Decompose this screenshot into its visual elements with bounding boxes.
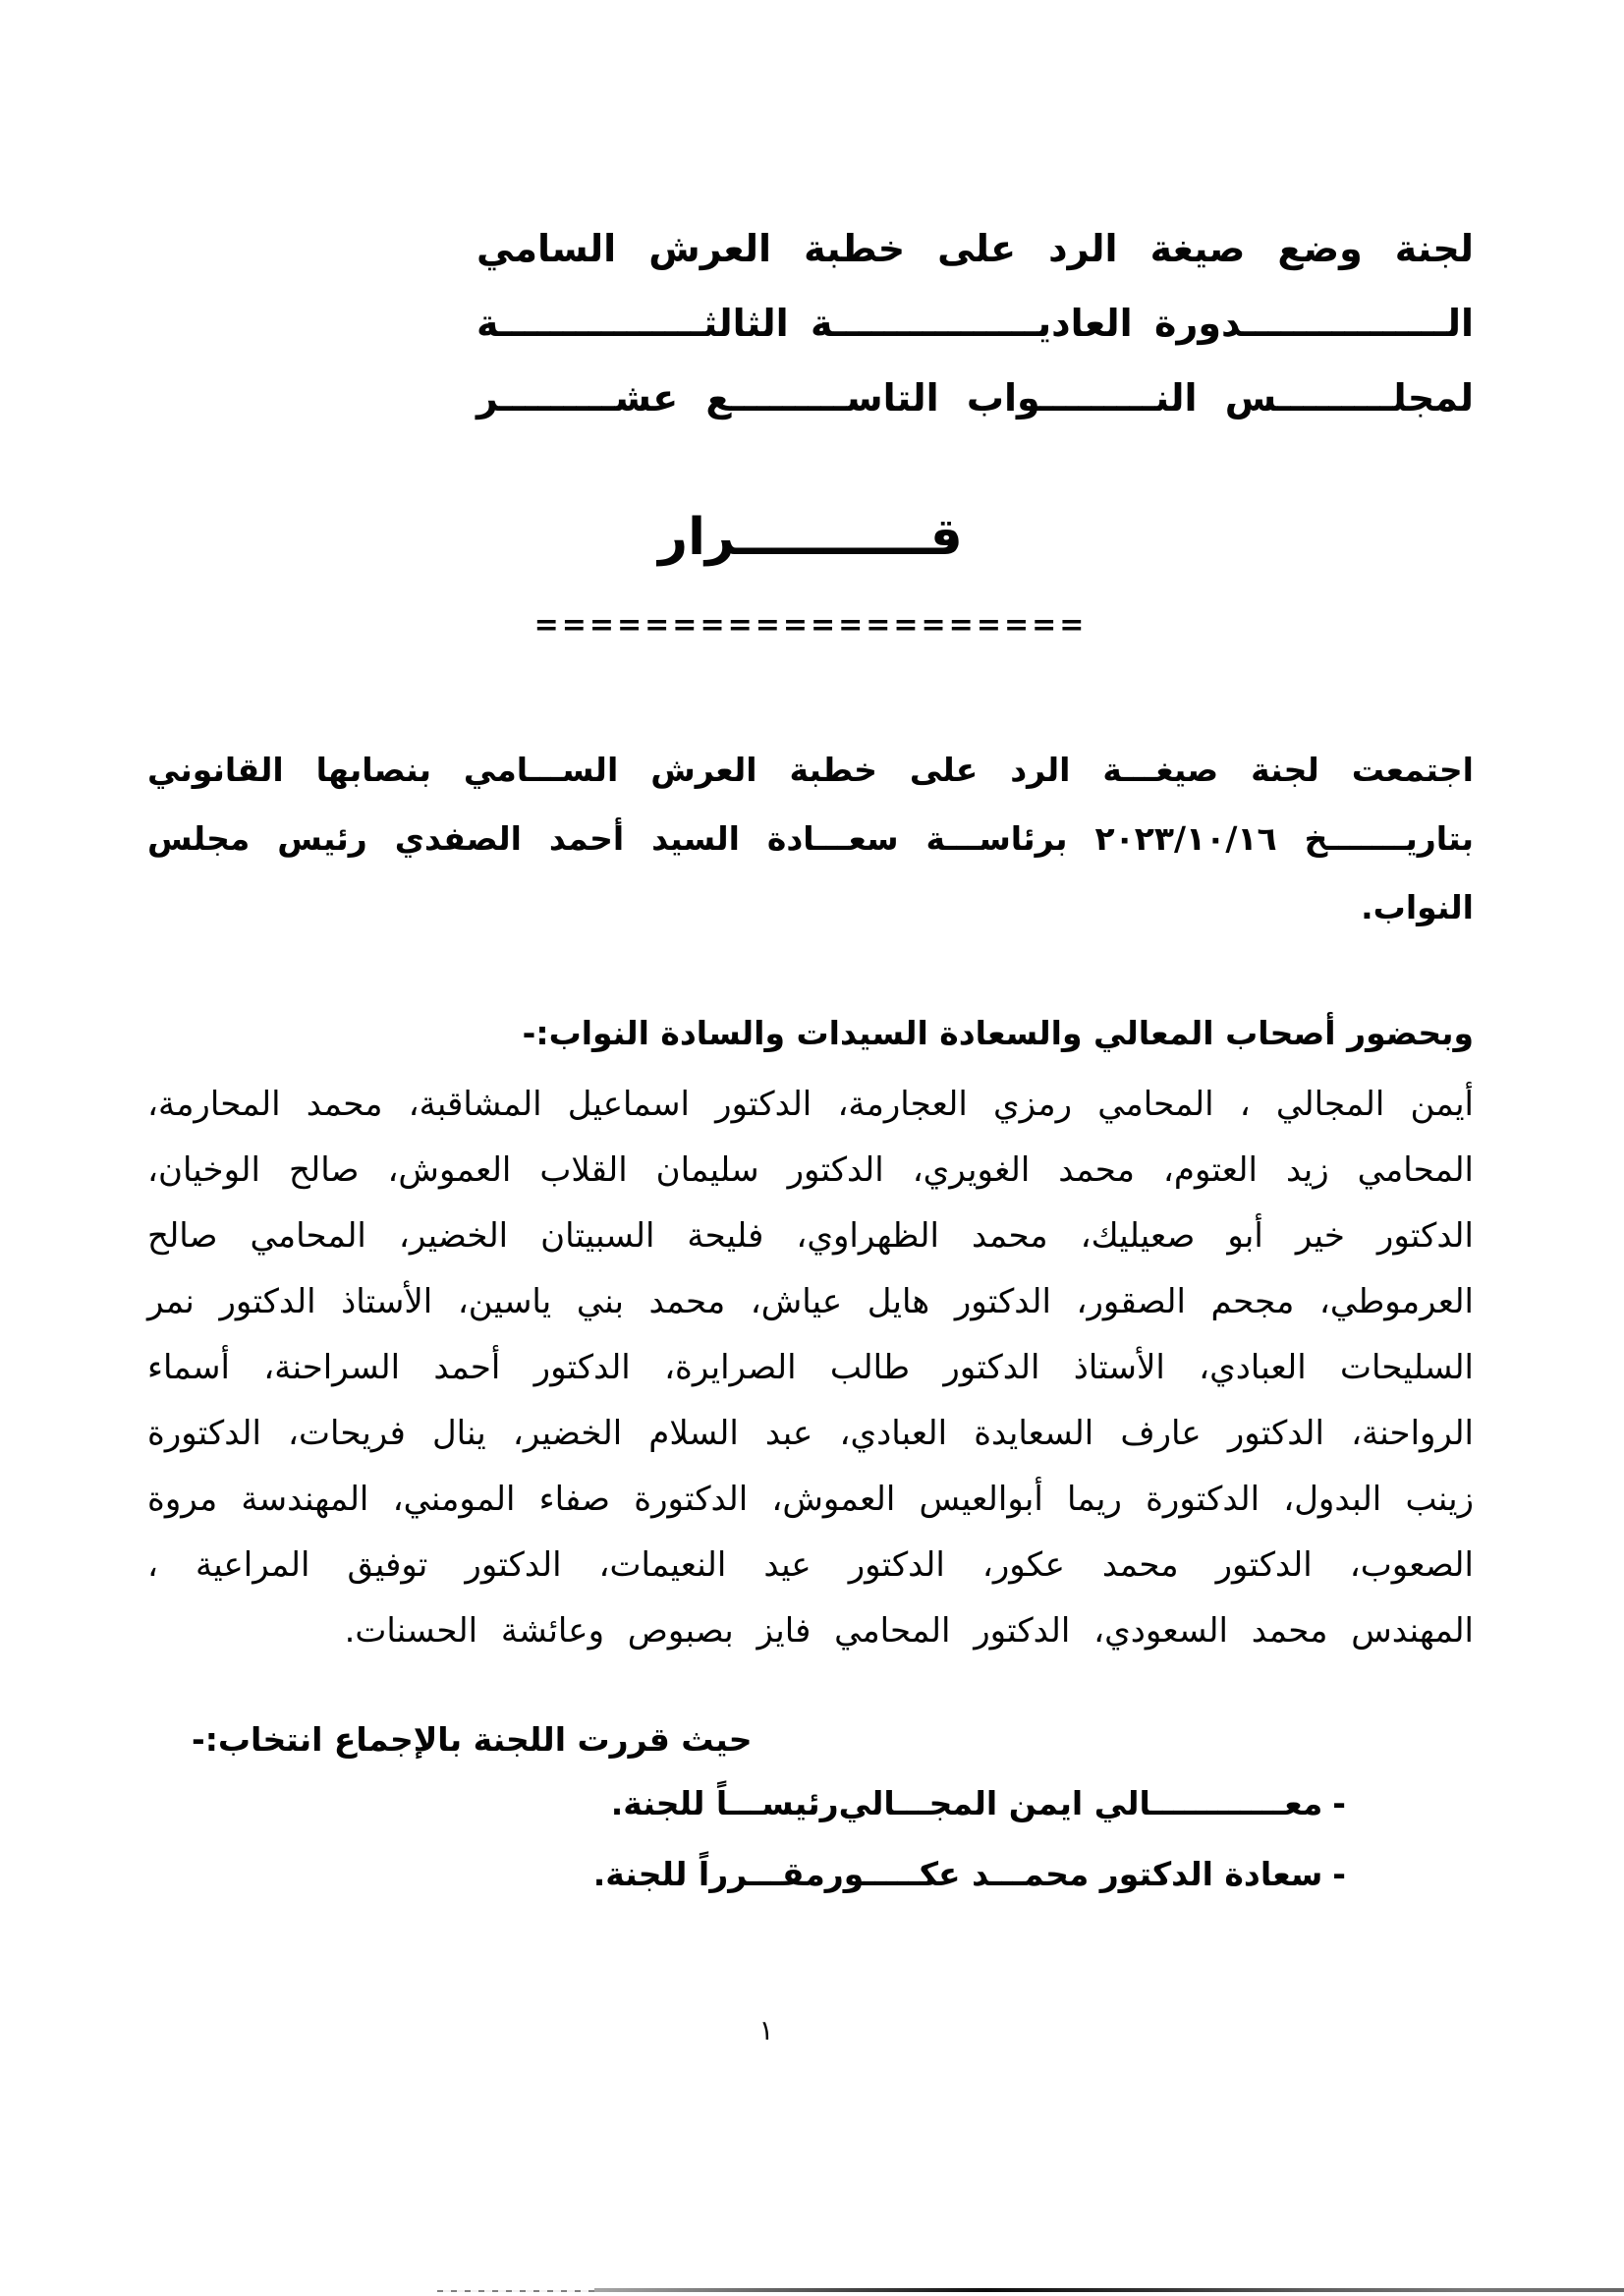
- decision-name: [825, 1839, 1346, 1910]
- decision-row-chairman: [147, 1768, 1474, 1839]
- rapporteur-role: مقـــرراً للجنة.: [592, 1855, 825, 1893]
- scan-edge-artifact-faint: [437, 2290, 594, 2292]
- scan-edge-artifact: [594, 2288, 1624, 2292]
- chairman-role: رئيســـاً للجنة.: [610, 1784, 839, 1822]
- bullet-dash: -: [1332, 1855, 1346, 1893]
- document-title: قـــــــــــرار: [658, 508, 963, 567]
- header-session-line: الــــــــــــــــدورة العاديــــــــــــــــة الثالثــــــــــــــــة: [476, 302, 1474, 345]
- page-number: ١: [758, 2014, 774, 2046]
- title-block: [147, 506, 1474, 645]
- attendance-heading: وبحضور أصحاب المعالي والسعادة السيدات والسادة النواب:-: [522, 1014, 1474, 1052]
- decision-name: [839, 1768, 1346, 1839]
- header-council-line: لمجلـــــــــس النـــــــــواب التاســـــــــع عشـــــــــر: [476, 376, 1474, 420]
- title-underline: ====================: [533, 608, 1088, 643]
- decision-heading: حيث قررت اللجنة بالإجماع انتخاب:-: [192, 1720, 753, 1759]
- attendees-paragraph: أيمن المجالي ، المحامي رمزي العجارمة، الدكتور اسماعيل المشاقبة، محمد المحارمة، المحامي زيد العتوم، محمد الغويري، الدكتور سليمان القلاب العموش، صالح الوخيان، الدكتور خير أبو صعيليك، محمد الظهراوي، فليحة السبيتان الخضير، المحامي صالح العرموطي، مجحم الصقور، الدكتور هايل عياش، محمد بني ياسين، الأستاذ الدكتور نمر السليحات العبادي، الأستاذ الدكتور طالب الصرايرة، الدكتور أحمد السراحنة، أسماء الرواحنة، الدكتور عارف السعايدة العبادي، عبد السلام الخضير، ينال فريحات، الدكتورة زينب البدول، الدكتورة ريما أبوالعيس العموش، الدكتورة صفاء المومني، المهندسة مروة الصعوب، الدكتور محمد عكور، الدكتور عيد النعيمات، الدكتور توفيق المراعية ، المهندس محمد السعودي، الدكتور المحامي فايز بصبوص وعائشة الحسنات.: [147, 1085, 1474, 1651]
- bullet-dash: -: [1332, 1784, 1346, 1822]
- document-header: [476, 211, 1474, 435]
- chairman-name: معــــــــــــالي ايمن المجـــالي: [838, 1784, 1323, 1822]
- rapporteur-name: سعادة الدكتور محمـــد عكـــــور: [824, 1855, 1323, 1893]
- decision-row-rapporteur: [147, 1839, 1474, 1910]
- header-committee-line: لجنة وضع صيغة الرد على خطبة العرش السامي: [476, 227, 1474, 270]
- intro-paragraph: اجتمعت لجنة صيغـــة الرد على خطبة العرش الســـامي بنصابها القانوني بتاريـــــــخ ٢٠٢٣/١٠/١٦ برئاســـة سعـــادة السيد أحمد الصفدي رئيس مجلس النواب.: [147, 751, 1474, 926]
